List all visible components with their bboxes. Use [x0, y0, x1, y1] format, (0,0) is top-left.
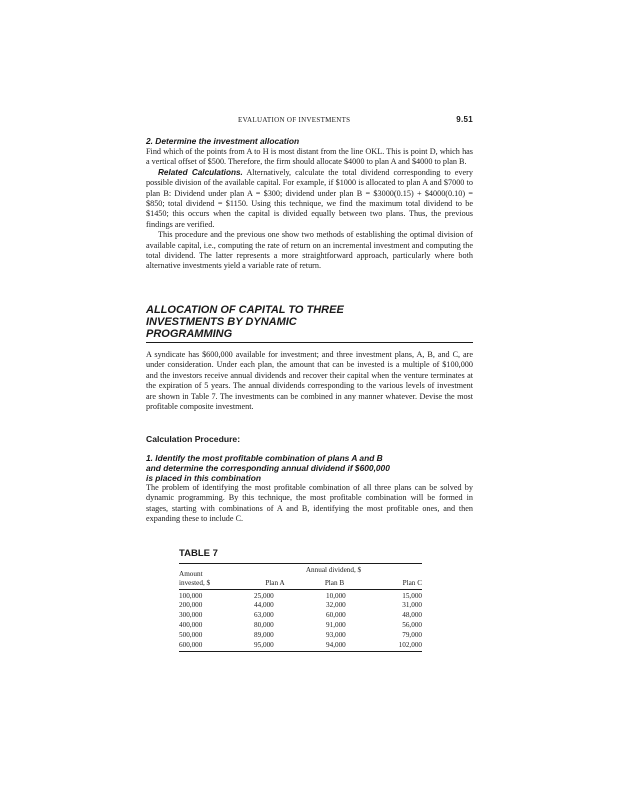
section-title-line-1: ALLOCATION OF CAPITAL TO THREE [146, 304, 344, 316]
amount-cell: 600,000 [179, 640, 203, 649]
annual-dividend-header: Annual dividend, $ [305, 566, 362, 574]
dividend-table [179, 564, 422, 650]
amount-cell: 300,000 [179, 610, 203, 619]
section-title-line-3: PROGRAMMING [146, 328, 233, 340]
amount-cell: 400,000 [179, 620, 203, 629]
table-row [179, 630, 422, 640]
title-rule [146, 342, 473, 343]
plan-a-cell: 80,000 [254, 620, 274, 629]
table-row [179, 610, 422, 620]
table-bottom-rule [179, 651, 422, 652]
section-title-line-2: INVESTMENTS BY DYNAMIC [146, 316, 297, 328]
table-row [179, 620, 422, 630]
plan-a-cell: 63,000 [254, 610, 274, 619]
plan-b-cell: 32,000 [326, 600, 346, 609]
amount-cell: 200,000 [179, 600, 203, 609]
table-caption: TABLE 7 [179, 548, 218, 559]
table-row [179, 600, 422, 610]
section-title-block [146, 304, 473, 343]
running-title: EVALUATION OF INVESTMENTS [238, 116, 351, 124]
related-calculations-paragraph [146, 168, 473, 230]
plan-b-cell: 60,000 [326, 610, 346, 619]
calculation-procedure-heading: Calculation Procedure: [146, 434, 241, 444]
plan-b-cell: 93,000 [326, 630, 346, 639]
step-1 [146, 453, 473, 525]
plan-a-cell: 25,000 [245, 589, 305, 600]
table-body [179, 589, 422, 650]
plan-c-cell: 56,000 [402, 620, 422, 629]
plan-b-cell: 91,000 [326, 620, 346, 629]
related-calculations-text: Alternatively, calculate the total dividend corresponding to every possible division of the available capital. For example, if $1000 is allocated to plan A and $7000 to plan B: Dividend under plan A = $300; dividend under plan B = $3000(0.15) + $4000(0.10) = $850; total dividend = $1150. Using this technique, we find the maximum total dividend to be $1450; this occurs when the capital is divided equally between two plans. Thus, the previous findings are verified. [146, 167, 473, 229]
table-row [179, 640, 422, 650]
amount-header-line-2: invested, $ [179, 579, 211, 588]
col-header-plan-b: Plan B [324, 579, 345, 588]
plan-c-cell: 15,000 [364, 589, 422, 600]
col-header-plan-a: Plan A [265, 579, 285, 588]
step-2-heading: 2. Determine the investment allocation [146, 136, 300, 146]
step-1-heading-line-3: is placed in this combination [146, 473, 261, 483]
plan-a-cell: 89,000 [254, 630, 274, 639]
plan-c-cell: 48,000 [402, 610, 422, 619]
plan-c-cell: 79,000 [402, 630, 422, 639]
table-7 [179, 548, 422, 652]
amount-cell: 100,000 [179, 589, 245, 600]
plan-c-cell: 31,000 [402, 600, 422, 609]
plan-b-cell: 94,000 [326, 640, 346, 649]
step-1-heading-line-1: 1. Identify the most profitable combination of plans A and B [146, 453, 383, 463]
step-2-text: Find which of the points from A to H is most distant from the line OKL. This is point D, which has a vertical offset of $500. Therefore, the firm should allocate $4000 to plan A and $4000 to plan B. [146, 147, 473, 167]
page-number: 9.51 [456, 115, 473, 124]
amount-cell: 500,000 [179, 630, 203, 639]
closing-paragraph: This procedure and the previous one show two methods of establishing the optimal division of available capital, i.e., computing the rate of return on an incremental investment and computing the total dividend. The latter represents a more straightforward approach, particularly where both alternative investments yield a variable rate of return. [146, 230, 473, 271]
plan-b-cell: 10,000 [305, 589, 364, 600]
problem-statement: A syndicate has $600,000 available for investment; and three investment plans, A, B, and C, are under consideration. Under each plan, the amount that can be invested is a multiple of $100,000 and the investors receive annual dividends and recover their capital when the venture terminates at the expiration of 5 years. The annual dividends corresponding to the various levels of investment are shown in Table 7. The investments can be combined in any manner whatever. Devise the most profitable composite investment. [146, 350, 473, 412]
section-2 [146, 136, 473, 272]
step-1-heading-line-2: and determine the corresponding annual dividend if $600,000 [146, 463, 390, 473]
amount-header-line-1: Amount [179, 570, 203, 578]
related-calculations-label: Related Calculations. [158, 167, 243, 177]
step-1-text: The problem of identifying the most profitable combination of all three plans can be solved by dynamic programming. By this technique, the most profitable combination will be formed in stages, starting with combinations of A and B, identifying the most profitable ones, and then expanding these to include C. [146, 483, 473, 524]
plan-a-cell: 44,000 [254, 600, 274, 609]
plan-c-cell: 102,000 [398, 640, 422, 649]
col-header-plan-c: Plan C [402, 579, 422, 588]
plan-a-cell: 95,000 [254, 640, 274, 649]
table-row [179, 589, 422, 600]
